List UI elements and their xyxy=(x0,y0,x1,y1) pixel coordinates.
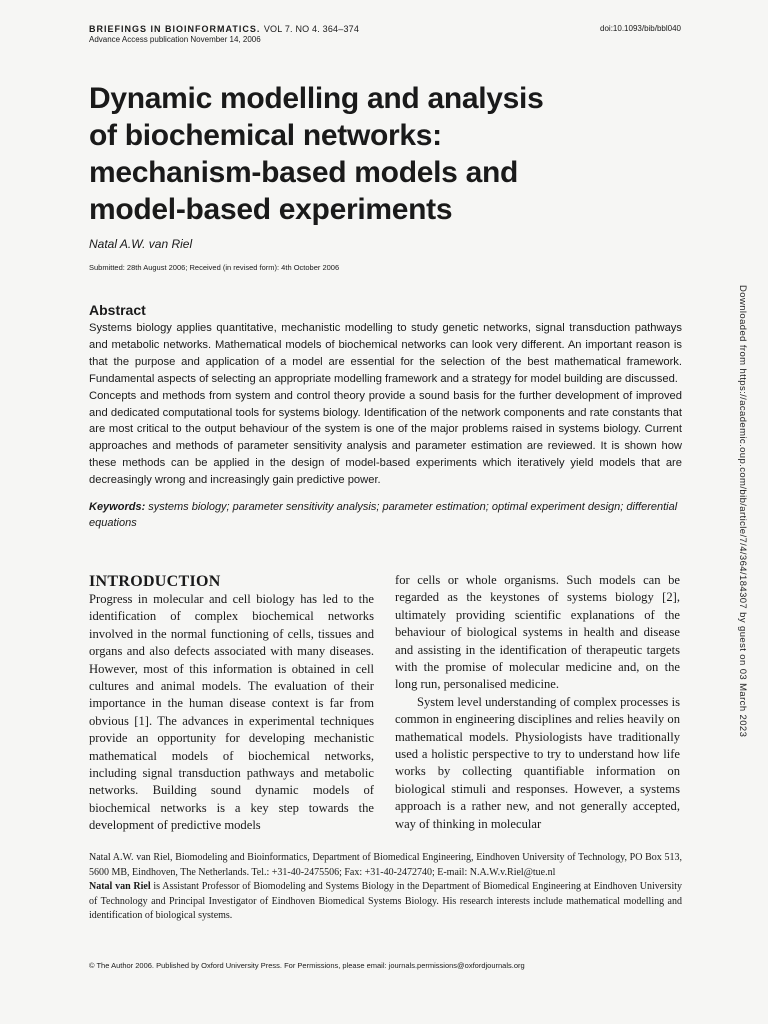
author-bio xyxy=(89,880,682,924)
keywords-label: Keywords: xyxy=(89,501,146,514)
abstract-paragraph-1: Systems biology applies quantitative, mechanistic modelling to study genetic networks, signal transduction pathways and metabolic networks. Mathematical models of biochemical networks can look very different. An important reason is that the purpose and application of a model are essential for the selection of the best mathematical framework. Fundamental aspects of selecting an appropriate modelling framework and a strategy for model building are discussed. xyxy=(89,322,682,385)
author-bio-text: is Assistant Professor of Biomodeling and Systems Biology in the Department of Biomedical Engineering at Eindhoven University of Technology and Principal Investigator of Eindhoven Biomedical Systems Biology. His research interests include mathematical modelling and identification of biological systems. xyxy=(89,881,683,921)
author-affiliation: Natal A.W. van Riel, Biomodeling and Bioinformatics, Department of Biomedical Engineering, Eindhoven University of Technology, PO Box 513, 5600 MB, Eindhoven, The Netherlands. Tel.: +31-40-2475506; Fax: +31-40-2472740; E-mail: N.A.W.v.Riel@tue.nl xyxy=(89,852,682,878)
title-line-4: model-based experiments xyxy=(89,193,453,226)
introduction-heading: INTRODUCTION xyxy=(89,573,221,590)
download-watermark: Downloaded from https://academic.oup.com/bib/article/7/4/364/184307 by guest on 03 March 2023 xyxy=(737,285,748,738)
title-line-3: mechanism-based models and xyxy=(89,156,519,189)
article-title xyxy=(89,80,609,228)
abstract-section xyxy=(89,302,682,531)
title-line-1: Dynamic modelling and analysis xyxy=(89,82,544,115)
abstract-heading: Abstract xyxy=(89,302,146,318)
keywords xyxy=(89,499,682,531)
submission-dates: Submitted: 28th August 2006; Received (in revised form): 4th October 2006 xyxy=(89,263,340,272)
journal-name: BRIEFINGS IN BIOINFORMATICS. xyxy=(89,24,261,34)
intro-paragraph-right-1: for cells or whole organisms. Such models can be regarded as the keystones of systems biology [2], ultimately providing scientific explanations of the behaviour of biological systems in health and disease and assisting in the identification of therapeutic targets with the promise of molecular medicine and, on the long run, personalised medicine. xyxy=(395,573,680,692)
advance-access-note: Advance Access publication November 14, 2006 xyxy=(89,35,261,44)
intro-paragraph-left: Progress in molecular and cell biology has led to the identification of complex biochemical networks involved in the normal functioning of cells, tissues and organs and also defects associated with many diseases. However, most of this information is obtained in cell cultures and animal models. The evaluation of their importance in the human disease context is far from obvious [1]. The advances in experimental techniques provide an opportunity for developing mechanistic mathematical models of biochemical networks, including signal transduction pathways and metabolic networks. Building sound dynamic models of biochemical networks is a key step towards the development of predictive models xyxy=(89,592,374,833)
keywords-list: systems biology; parameter sensitivity analysis; parameter estimation; optimal experiment design; differential equations xyxy=(89,501,678,530)
author-bio-name: Natal van Riel xyxy=(89,881,151,892)
author-name: Natal A.W. van Riel xyxy=(89,237,193,251)
copyright-notice: © The Author 2006. Published by Oxford University Press. For Permissions, please email: journals.permissions@oxfordjournals.org xyxy=(89,961,525,970)
journal-header xyxy=(89,24,681,44)
intro-paragraph-right-2: System level understanding of complex processes is common in engineering disciplines and relies heavily on mathematical models. Physiologists have traditionally used a holistic perspective to try to understand how life works by collecting quantifiable information on biological stimuli and responses. However, a systems approach is a rather new, and not generally accepted, way of thinking in molecular xyxy=(395,694,680,831)
doi: doi:10.1093/bib/bbl040 xyxy=(600,24,681,33)
abstract-paragraph-2: Concepts and methods from system and control theory provide a sound basis for the further development of improved and dedicated computational tools for systems biology. Identification of the network components and rate constants that are most critical to the output behaviour of the system is one of the major problems raised in systems biology. Current approaches and methods of parameter sensitivity analysis and parameter estimation are reviewed. It is shown how these methods can be applied in the design of model-based experiments which iteratively yield models that are decreasingly wrong and increasingly gain predictive power. xyxy=(89,389,682,487)
journal-line xyxy=(89,24,681,34)
body-column-left xyxy=(89,572,374,835)
journal-volume: VOL 7. NO 4. 364–374 xyxy=(263,24,360,34)
author-footnotes xyxy=(89,851,682,924)
title-line-2: of biochemical networks: xyxy=(89,119,442,152)
body-column-right xyxy=(395,572,680,833)
